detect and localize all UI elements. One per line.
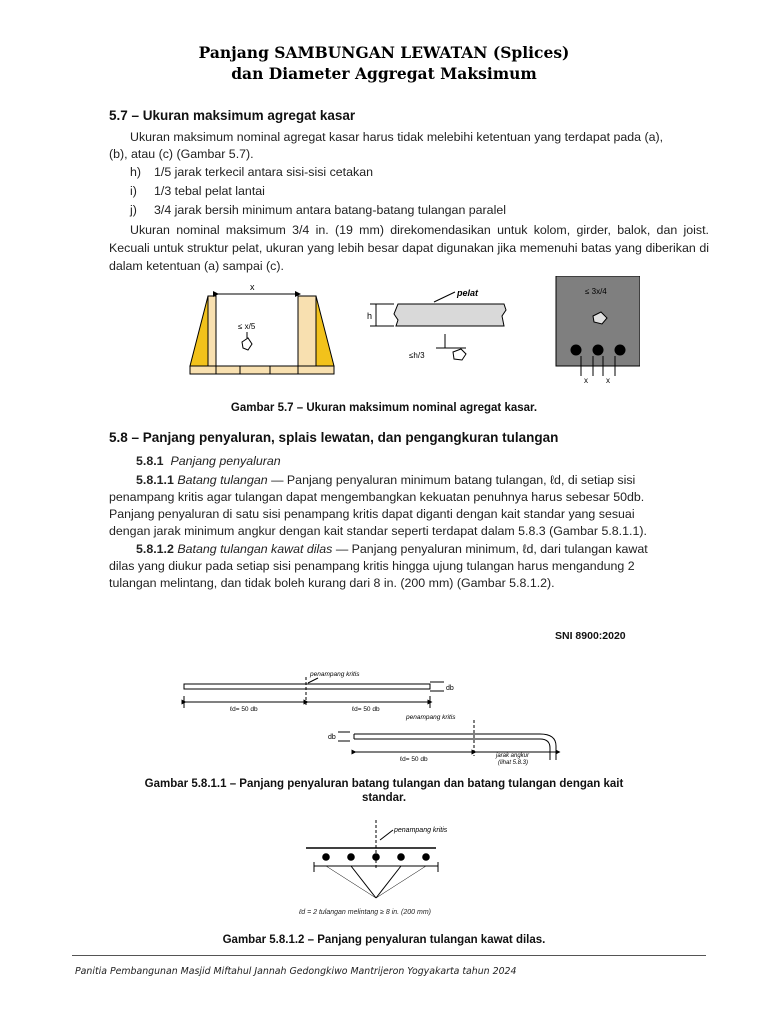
page-title-line1: Panjang SAMBUNGAN LEWATAN (Splices): [198, 43, 570, 62]
column-section-diagram: [556, 276, 640, 385]
figure-5-8-1-1-caption-l1: Gambar 5.8.1.1 – Panjang penyaluran batang tulangan dan batang tulangan dengan kait: [144, 778, 624, 790]
s57-intro-line1: Ukuran maksimum nominal agregat kasar harus tidak melebihi ketentuan yang terdapat pada (a),: [130, 130, 664, 144]
label-ld-a: ℓd= 50 db: [230, 706, 258, 713]
label-x-a: x: [584, 376, 588, 385]
list-item-text-j: 3/4 jarak bersih minimum antara batang-batang tulangan paralel: [154, 203, 506, 217]
label-penampang-kritis-3: penampang kritis: [394, 827, 448, 834]
footer-text: Panitia Pembangunan Masjid Miftahul Jannah Gedongkiwo Mantrijeron Yogyakarta tahun 2024: [75, 966, 517, 977]
figure-5-8-1-2-caption: Gambar 5.8.1.2 – Panjang penyaluran tulangan kawat dilas.: [222, 934, 546, 946]
list-item-text-i: 1/3 tebal pelat lantai: [154, 184, 265, 198]
figure-5-8-1-1-caption-l2: standar.: [361, 792, 407, 804]
label-jarak-angkur: jarak angkur: [496, 753, 530, 759]
label-h: h: [367, 311, 373, 321]
section-5-7-heading: 5.7 – Ukuran maksimum agregat kasar: [109, 108, 356, 123]
label-penampang-kritis-1: penampang kritis: [310, 671, 360, 678]
page-title-line2: dan Diameter Aggregat Maksimum: [231, 64, 537, 83]
s5812-line3: tulangan melintang, dan tidak boleh kurang dari 8 in. (200 mm) (Gambar 5.8.1.2).: [109, 576, 555, 590]
label-db-1: db: [446, 685, 454, 692]
s5811-line1: 5.8.1.1 Batang tulangan — Panjang penyaluran minimum batang tulangan, ℓd, di setiap sisi: [136, 473, 636, 487]
label-x-b: x: [606, 376, 610, 385]
label-penampang-kritis-2: penampang kritis: [406, 714, 456, 721]
s5811-line3: Panjang penyaluran di satu sisi penampang kritis dapat diganti dengan kait standar yang sesuai: [109, 507, 635, 521]
label-3x4: ≤ 3x/4: [585, 287, 607, 296]
label-h3: ≤h/3: [409, 351, 425, 360]
s57-nominal-paragraph: Ukuran nominal maksimum 3/4 in. (19 mm) direkomendasikan untuk kolom, girder, balok, dan joist. Kecuali untuk struktur pelat, ukuran yang lebih besar dapat digunakan jika memenuhi batas yang diberikan di dalam ketentuan (a) sampai (c).: [109, 223, 709, 273]
figure-5-7: [180, 276, 640, 386]
label-ld-c: ℓd= 50 db: [400, 756, 428, 763]
s5812-line2: dilas yang diukur pada setiap sisi penampang kritis hingga ujung tulangan harus mengandung 2: [109, 559, 635, 573]
list-item-text-h: 1/5 jarak terkecil antara sisi-sisi cetakan: [154, 165, 373, 179]
label-ld-kawat: ℓd = 2 tulangan melintang ≥ 8 in. (200 mm): [299, 909, 431, 916]
label-ld-b: ℓd= 50 db: [352, 706, 380, 713]
section-5-8-heading: 5.8 – Panjang penyaluran, splais lewatan, dan pengangkuran tulangan: [109, 430, 559, 445]
s5811-line4: dengan jarak minimum angkur dengan kait standar seperti terdapat dalam 5.8.3 (Gambar 5.8.1.1).: [109, 524, 647, 538]
s57-intro-line2: (b), atau (c) (Gambar 5.7).: [109, 147, 254, 161]
label-pelat: pelat: [457, 288, 479, 298]
sni-label: SNI 8900:2020: [555, 630, 626, 642]
figure-5-8-1-1: [178, 664, 578, 770]
label-db-2: db: [328, 734, 336, 741]
formwork-diagram: [190, 282, 334, 374]
footer-divider: [72, 955, 706, 956]
figure-5-7-caption: Gambar 5.7 – Ukuran maksimum nominal agregat kasar.: [230, 402, 538, 414]
label-lihat-583: (lihat 5.8.3): [498, 760, 529, 766]
s581-heading: 5.8.1 Panjang penyaluran: [136, 454, 281, 468]
s5811-line2: penampang kritis agar tulangan dapat mengembangkan kekuatan penuhnya harus sebesar 50db.: [109, 490, 645, 504]
list-item-label-h: h): [130, 165, 142, 179]
label-x-top: x: [250, 282, 255, 292]
list-item-label-j: j): [130, 203, 137, 217]
slab-diagram: [367, 288, 506, 360]
label-x5: ≤ x/5: [238, 322, 256, 331]
list-item-label-i: i): [130, 184, 137, 198]
s5812-line1: 5.8.1.2 Batang tulangan kawat dilas — Panjang penyaluran minimum, ℓd, dari tulangan kawat: [136, 542, 648, 556]
